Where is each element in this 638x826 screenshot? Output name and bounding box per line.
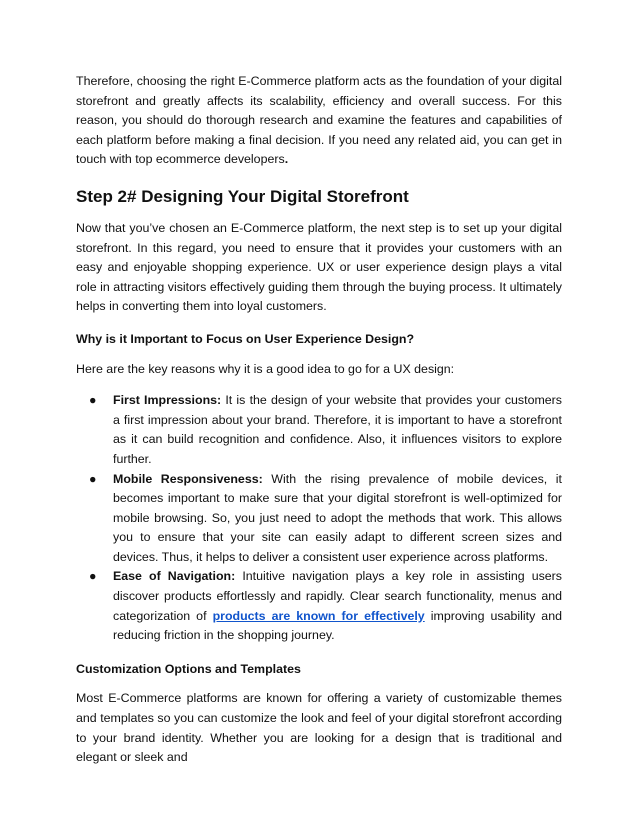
customization-heading: Customization Options and Templates xyxy=(76,661,301,676)
intro-text: Therefore, choosing the right E-Commerce platform acts as the foundation of your digital storefront and greatly affects its scalability, efficiency and overall success. For this reason, you should do thorough research and examine the features and capabilities of each platform before making a final decision. If you need any related aid, you can get in touch with top ecommerce developers xyxy=(76,74,562,167)
bullet-icon: ● xyxy=(89,471,97,486)
list-item xyxy=(76,567,562,645)
step2-heading: Step 2# Designing Your Digital Storefront xyxy=(76,186,409,206)
list-item-text: Intuitive navigation plays a key role in assisting users discover products effortlessly and rapidly. Clear search functionality, menus and categorization of xyxy=(113,569,562,623)
ux-intro: Here are the key reasons why it is a good idea to go for a UX design: xyxy=(76,361,455,376)
bullet-icon: ● xyxy=(89,569,97,584)
intro-paragraph xyxy=(76,72,562,170)
list-item-title: First Impressions: xyxy=(113,393,222,408)
list-item-text-after: improving usability and reducing friction in the shopping journey. xyxy=(113,608,562,643)
customization-paragraph: Most E-Commerce platforms are known for offering a variety of customizable themes and templates so you can customize the look and feel of your digital storefront according to your brand identity. Whether you are looking for a design that is traditional and elegant or sleek and xyxy=(76,691,562,765)
step2-paragraph: Now that you’ve chosen an E-Commerce platform, the next step is to set up your digital storefront. In this regard, you need to ensure that it provides your customers with an easy and enjoyable shopping experience. UX or user experience design plays a vital role in attracting visitors effectively guiding them through the buying process. It ultimately helps in converting them into loyal customers. xyxy=(76,220,562,314)
list-item-title: Ease of Navigation: xyxy=(113,569,236,584)
ux-heading: Why is it Important to Focus on User Experience Design? xyxy=(76,331,415,346)
list-item-text: With the rising prevalence of mobile devices, it becomes important to make sure that your digital storefront is well-optimized for mobile browsing. So, you just need to adopt the methods that work. This allows you to ensure that your site can easily adapt to different screen sizes and devices. Thus, it helps to deliver a consistent user experience across platforms. xyxy=(113,471,562,564)
ux-reasons-list xyxy=(76,391,562,646)
list-item xyxy=(76,470,562,568)
intro-period: . xyxy=(284,152,289,167)
bullet-icon: ● xyxy=(89,393,97,408)
list-item-text: It is the design of your website that provides your customers a first impression about your brand. Therefore, it is important to have a storefront as it can build recognition and confidence. Also, it influences visitors to explore further. xyxy=(113,393,562,466)
list-item-title: Mobile Responsiveness: xyxy=(113,471,263,486)
products-link[interactable]: products are known for effectively xyxy=(212,608,425,623)
list-item xyxy=(76,391,562,469)
